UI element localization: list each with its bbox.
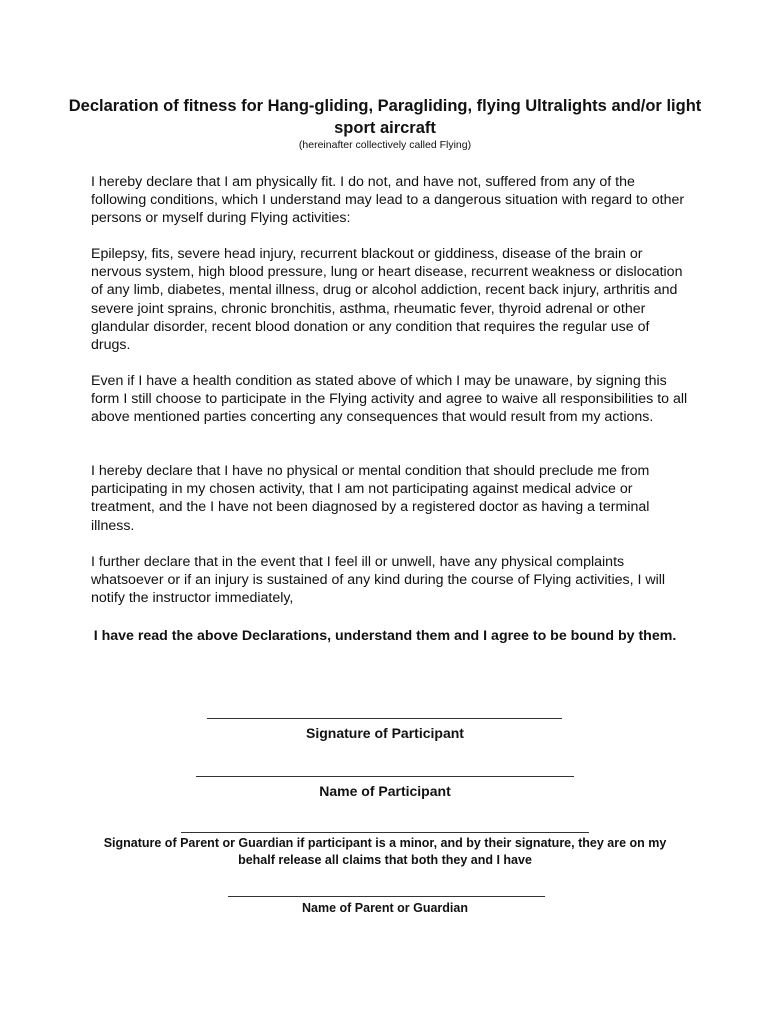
no-condition-paragraph: I hereby declare that I have no physical or mental condition that should preclude me from participating in my chosen activity, that I am not participating against medical advice or treatment, and the I have not been diagnosed by a registered doctor as having a terminal illness. — [91, 463, 650, 534]
guardian-signature-line[interactable] — [181, 832, 589, 833]
participant-signature-label: Signature of Participant — [306, 725, 464, 741]
document-title: Declaration of fitness for Hang-gliding, Paragliding, flying Ultralights and/or light sport aircraft — [68, 97, 702, 137]
guardian-signature-label: Signature of Parent or Guardian if participant is a minor, and by their signature, they are on my behalf release all claims that both they and I have — [103, 836, 667, 867]
guardian-name-line[interactable] — [228, 896, 545, 897]
participant-name-line[interactable] — [196, 776, 574, 777]
fitness-declaration-paragraph: I hereby declare that I am physically fit. I do not, and have not, suffered from any of the following conditions, which I understand may lead to a dangerous situation with regard to other persons or myself during Flying activities: — [91, 174, 685, 227]
agreement-statement: I have read the above Declarations, understand them and I agree to be bound by them. — [93, 628, 677, 644]
notify-instructor-paragraph: I further declare that in the event that I feel ill or unwell, have any physical complaints whatsoever or if an injury is sustained of any kind during the course of Flying activities, I will notify the instructor immediately, — [91, 554, 666, 607]
participant-name-label: Name of Participant — [319, 783, 451, 799]
participant-signature-line[interactable] — [207, 718, 562, 719]
medical-conditions-paragraph: Epilepsy, fits, severe head injury, recurrent blackout or giddiness, disease of the brain or nervous system, high blood pressure, lung or heart disease, recurrent weakness or dislocation of any limb, diabetes, mental illness, drug or alcohol addiction, recent back injury, arthritis and severe joint sprains, chronic bronchitis, asthma, rheumatic fever, thyroid adrenal or other glandular disorder, recent blood donation or any condition that requires the regular use of drugs. — [91, 246, 683, 354]
guardian-name-label: Name of Parent or Guardian — [301, 901, 468, 915]
waiver-paragraph: Even if I have a health condition as stated above of which I may be unaware, by signing this form I still choose to participate in the Flying activity and agree to waive all responsibilities to all above mentioned parties concerting any consequences that would result from my actions. — [91, 373, 688, 426]
document-subtitle: (hereinafter collectively called Flying) — [298, 139, 472, 151]
